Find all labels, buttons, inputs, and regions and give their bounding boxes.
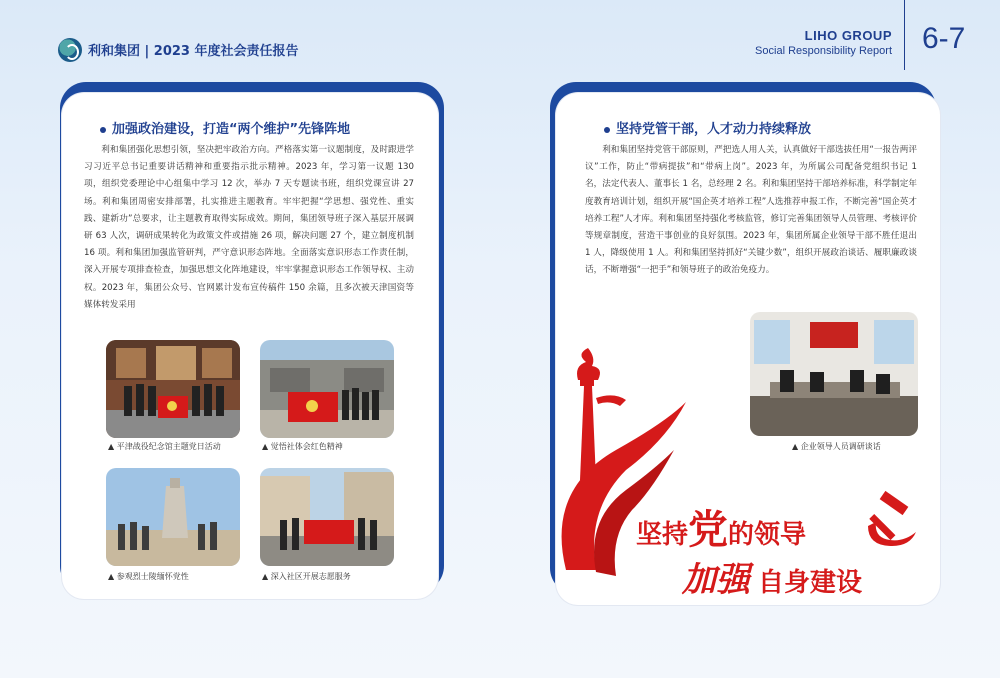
bullet-dot-icon — [100, 127, 106, 133]
page-header — [0, 0, 1000, 70]
photo-martyrs-cemetery — [106, 468, 240, 566]
left-section-title: 加强政治建设，打造“两个维护”先锋阵地 — [100, 118, 350, 137]
photo-pingjin-memorial — [106, 340, 240, 438]
report-name-en: Social Responsibility Report — [755, 45, 892, 57]
slogan-party-leadership: 坚持党的领导 — [636, 506, 807, 553]
caption-community: ▲ 深入社区开展志愿服务 — [262, 572, 351, 581]
photo-juewu-society — [260, 340, 394, 438]
right-section-title: 坚持党管干部，人才动力持续释放 — [604, 118, 811, 137]
photo-community-volunteer — [260, 468, 394, 566]
caption-martyrs: ▲ 参观烈士陵缅怀党性 — [108, 572, 189, 581]
header-divider — [904, 0, 905, 70]
report-title: 利和集团 | 2023 年度社会责任报告 — [88, 44, 299, 59]
slogan-self-building: 加强 自身建设 — [682, 560, 863, 600]
left-paragraph: 利和集团强化思想引领，坚决把牢政治方向。严格落实第一议题制度，及时跟进学习习近平总书记重要讲话精神和重要指示批示精神。2023 年，学习第一议题 130 项，组织党委理论中心组集中学习 12 次，举办 7 天专题读书班，组织党课宣讲 27 场。利和集团周密安排部署，扎实推进主题教育。牢牢把握“学思想、强党性、重实践、建新功”总要求，让主题教育取得实际成效。期间，集团领导班子深入基层开展调研 63 人次，调研成果转化为政策文件或措施 26 项，解决问题 27 个，建立制度机制 16 项。利和集团加强监管研判，严守意识形态阵地。全面落实意识形态工作责任制，深入开展专项排查检查，加强思想文化阵地建设，牢牢掌握意识形态工作领导权、主动权。2023 年，集团公众号、官网累计发布宣传稿件 150 余篇，且多次被天津国资等媒体转发采用 — [84, 145, 414, 310]
caption-leadership-talk: ▲ 企业领导人员调研谈话 — [792, 442, 881, 451]
group-name-en: LIHO GROUP — [804, 28, 892, 43]
liho-logo-icon — [58, 38, 82, 62]
photo-leadership-talk — [750, 312, 918, 436]
hammer-sickle-icon — [858, 488, 922, 552]
header-english — [755, 28, 892, 57]
caption-pingjin: ▲ 平津战役纪念馆主题党日活动 — [108, 442, 221, 451]
caption-juewu: ▲ 觉悟社体会红色精神 — [262, 442, 343, 451]
right-paragraph: 利和集团坚持党管干部原则，严把选人用人关，认真做好干部选拔任用“一报告两评议”工作，防止“带病提拔”和“带病上岗”。2023 年，为所属公司配备党组织书记 1 名，法定代表人、董事长 1 名，总经理 2 名。利和集团坚持干部培养标准，科学制定年度教育培训计划，组织开展“国企英才培养工程”人选推荐申报工作，不断完善“国企英才培养工程”人才库。利和集团坚持强化考核监管，修订完善集团领导人员管理、考核评价等规章制度，营造干事创业的良好氛围。2023 年，集团所属企业领导干部不胜任退出 1 人，降级使用 1 人。利和集团坚持抓好“关键少数”，组织开展政治谈话、履职廉政谈话，不断增强“一把手”和领导班子的政治免疫力。 — [585, 145, 917, 276]
bullet-dot-icon — [604, 127, 610, 133]
page-number: 6-7 — [922, 22, 966, 55]
